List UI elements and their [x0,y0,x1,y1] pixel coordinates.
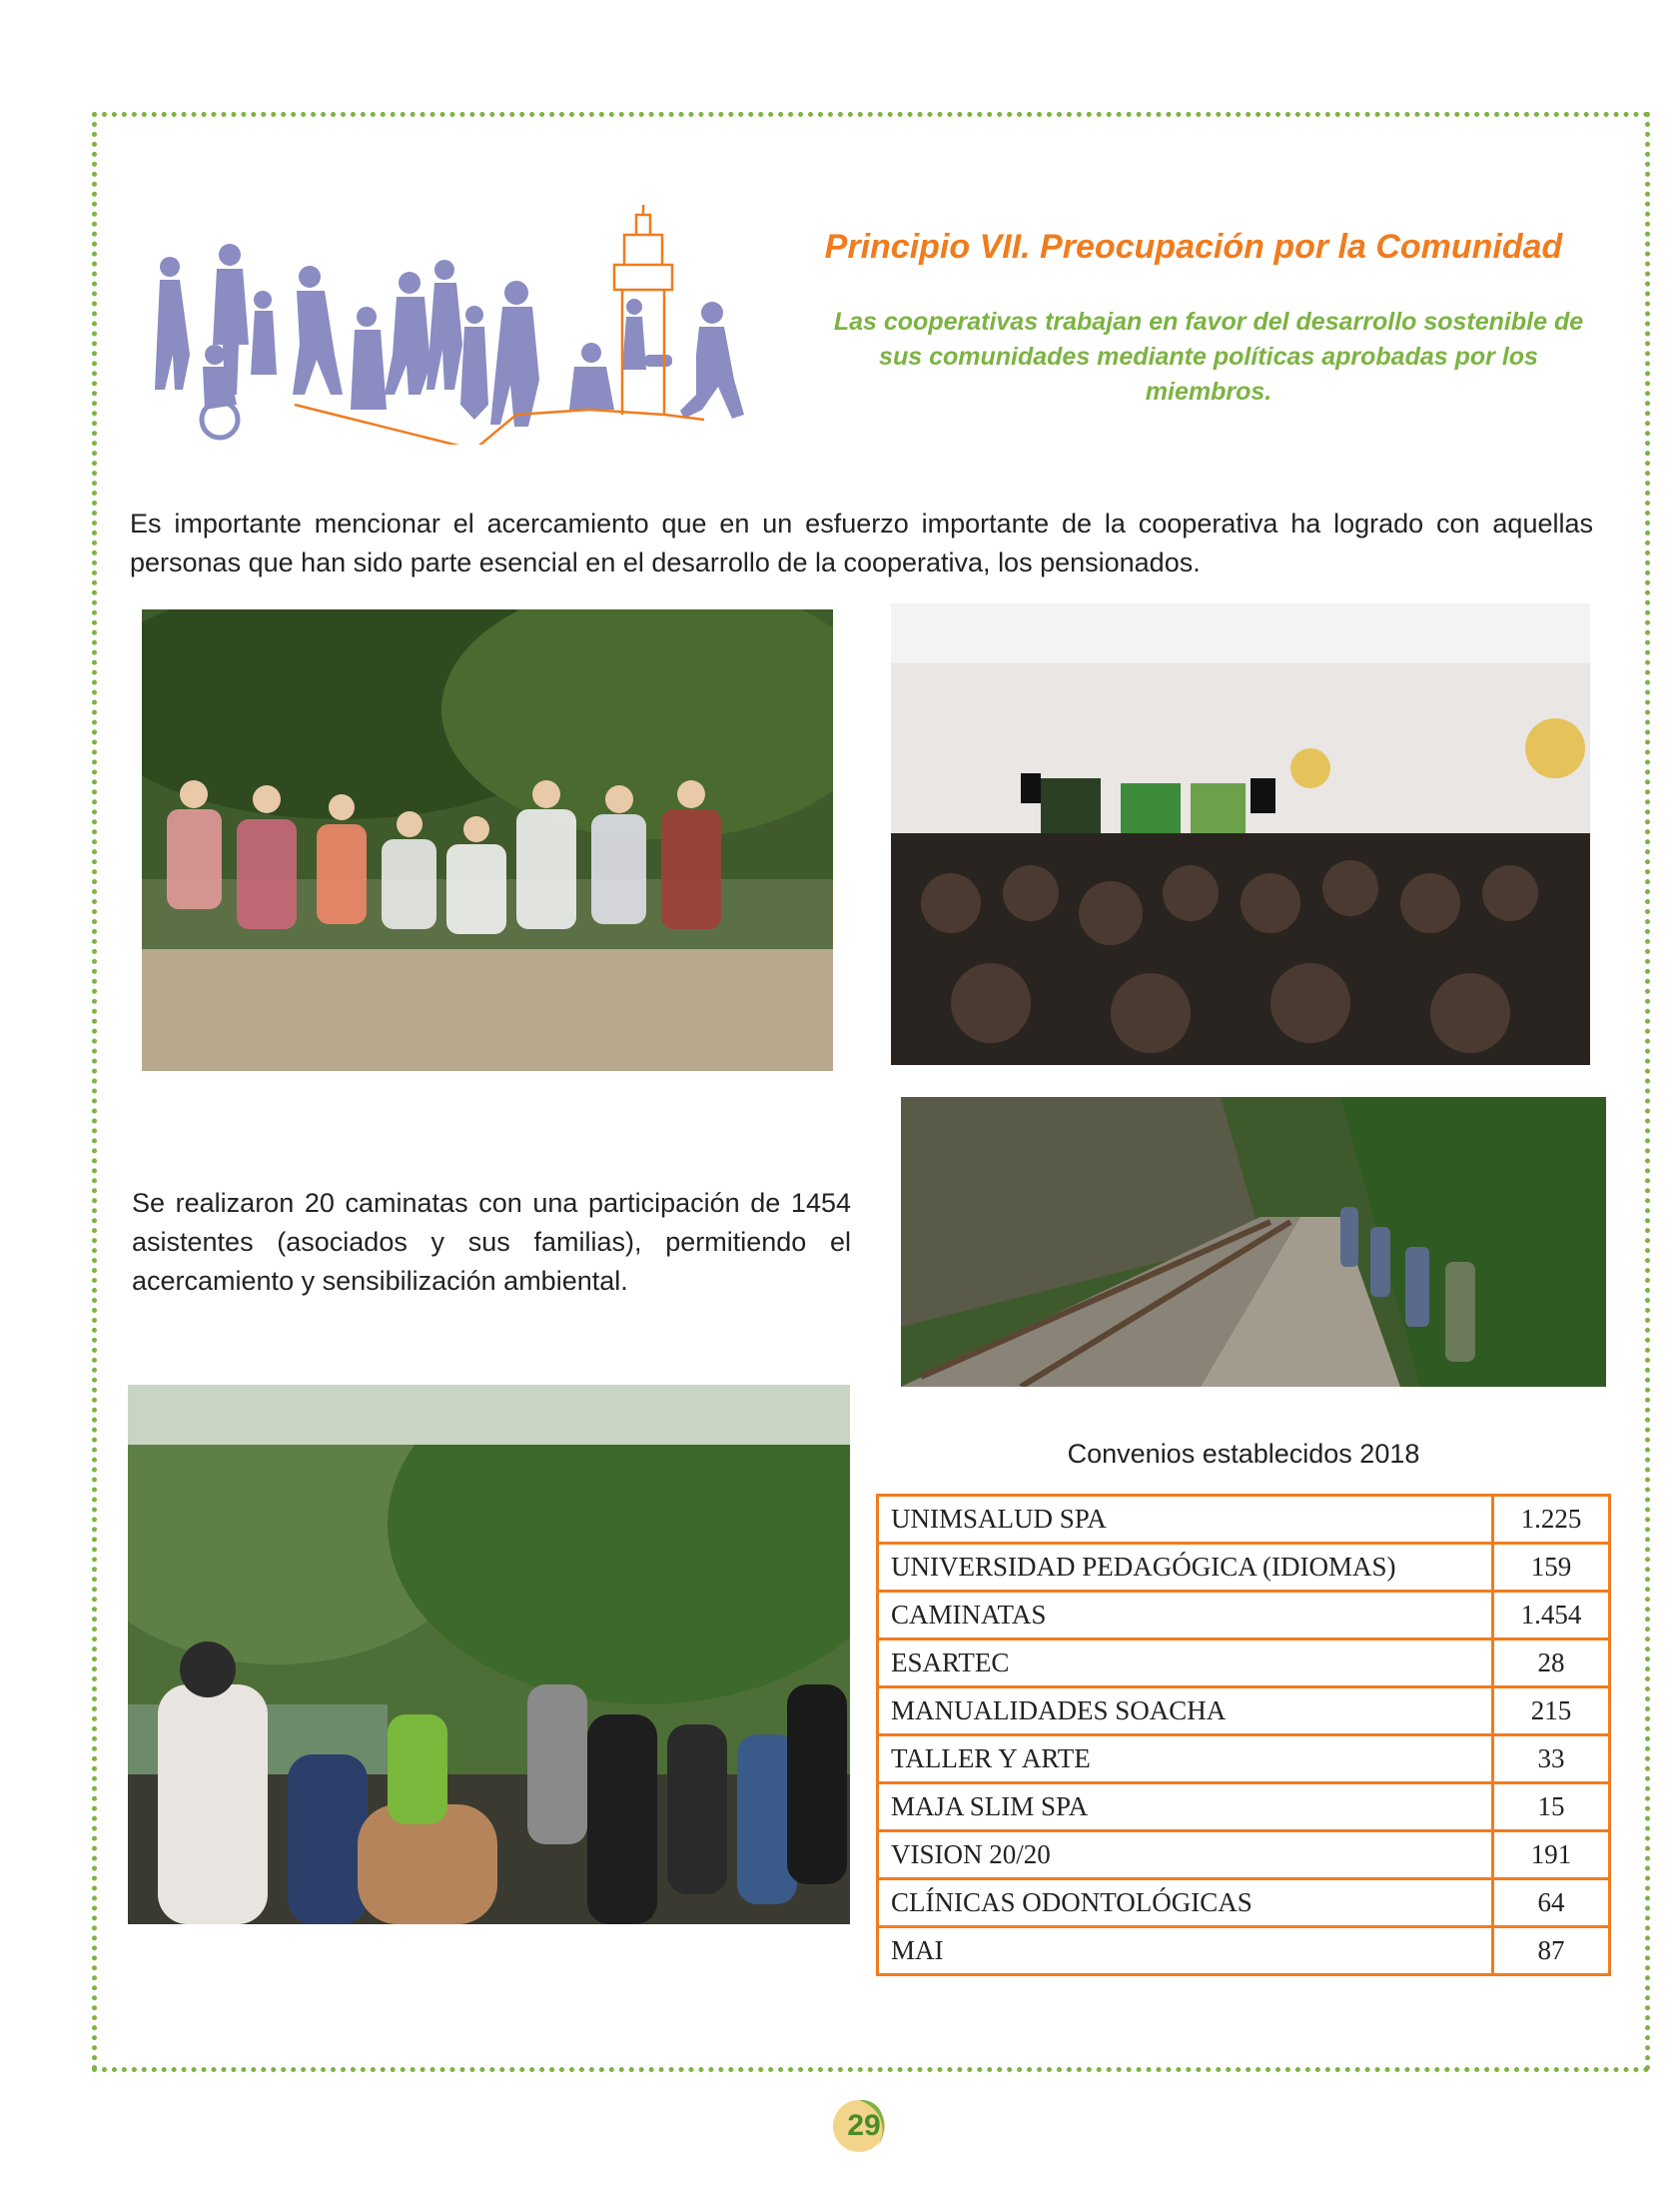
agreement-value: 28 [1493,1640,1610,1687]
photo-railway-hike [901,1097,1606,1387]
agreement-value: 191 [1493,1831,1610,1879]
table-row [878,1592,1610,1640]
agreement-value: 15 [1493,1783,1610,1831]
agreement-name: MANUALIDADES SOACHA [878,1687,1493,1735]
agreement-name: CLÍNICAS ODONTOLÓGICAS [878,1879,1493,1927]
agreement-name: MAJA SLIM SPA [878,1783,1493,1831]
agreement-name: MAI [878,1927,1493,1975]
table-row [878,1831,1610,1879]
photo-forest-group [128,1385,850,1924]
table-row [878,1496,1610,1544]
walks-paragraph: Se realizaron 20 caminatas con una participación de 1454 asistentes (asociados y sus familias), permitiendo el acercamiento y sensibilización ambiental. [132,1188,851,1296]
agreement-name: CAMINATAS [878,1592,1493,1640]
agreements-table-caption: Convenios establecidos 2018 [1067,1439,1420,1469]
table-row [878,1783,1610,1831]
agreement-name: UNIVERSIDAD PEDAGÓGICA (IDIOMAS) [878,1544,1493,1592]
intro-paragraph: Es importante mencionar el acercamiento que en un esfuerzo importante de la cooperativa ha logrado con aquellas personas que han sido parte esencial en el desarrollo de la cooperativa, los pensionados. [130,509,1593,577]
community-silhouettes-illustration [145,205,744,445]
agreements-table [876,1494,1611,1976]
agreement-name: TALLER Y ARTE [878,1735,1493,1783]
photo-auditorium-event [891,603,1590,1065]
agreement-value: 159 [1493,1544,1610,1592]
table-row [878,1544,1610,1592]
agreement-value: 33 [1493,1735,1610,1783]
agreement-value: 1.225 [1493,1496,1610,1544]
section-subtitle: Las cooperativas trabajan en favor del desarrollo sostenible de sus comunidades mediante políticas aprobadas por los miembros. [833,308,1584,406]
agreement-value: 64 [1493,1879,1610,1927]
page-number: 29 [847,2109,881,2142]
agreement-value: 1.454 [1493,1592,1610,1640]
agreement-name: UNIMSALUD SPA [878,1496,1493,1544]
table-row [878,1687,1610,1735]
page-number-badge [829,2088,899,2158]
table-row [878,1879,1610,1927]
table-row [878,1927,1610,1975]
photo-pensioners-group [142,609,833,1071]
agreement-value: 215 [1493,1687,1610,1735]
agreement-value: 87 [1493,1927,1610,1975]
section-title: Principio VII. Preocupación por la Comunidad [824,228,1563,266]
table-row [878,1735,1610,1783]
table-row [878,1640,1610,1687]
agreement-name: VISION 20/20 [878,1831,1493,1879]
agreement-name: ESARTEC [878,1640,1493,1687]
